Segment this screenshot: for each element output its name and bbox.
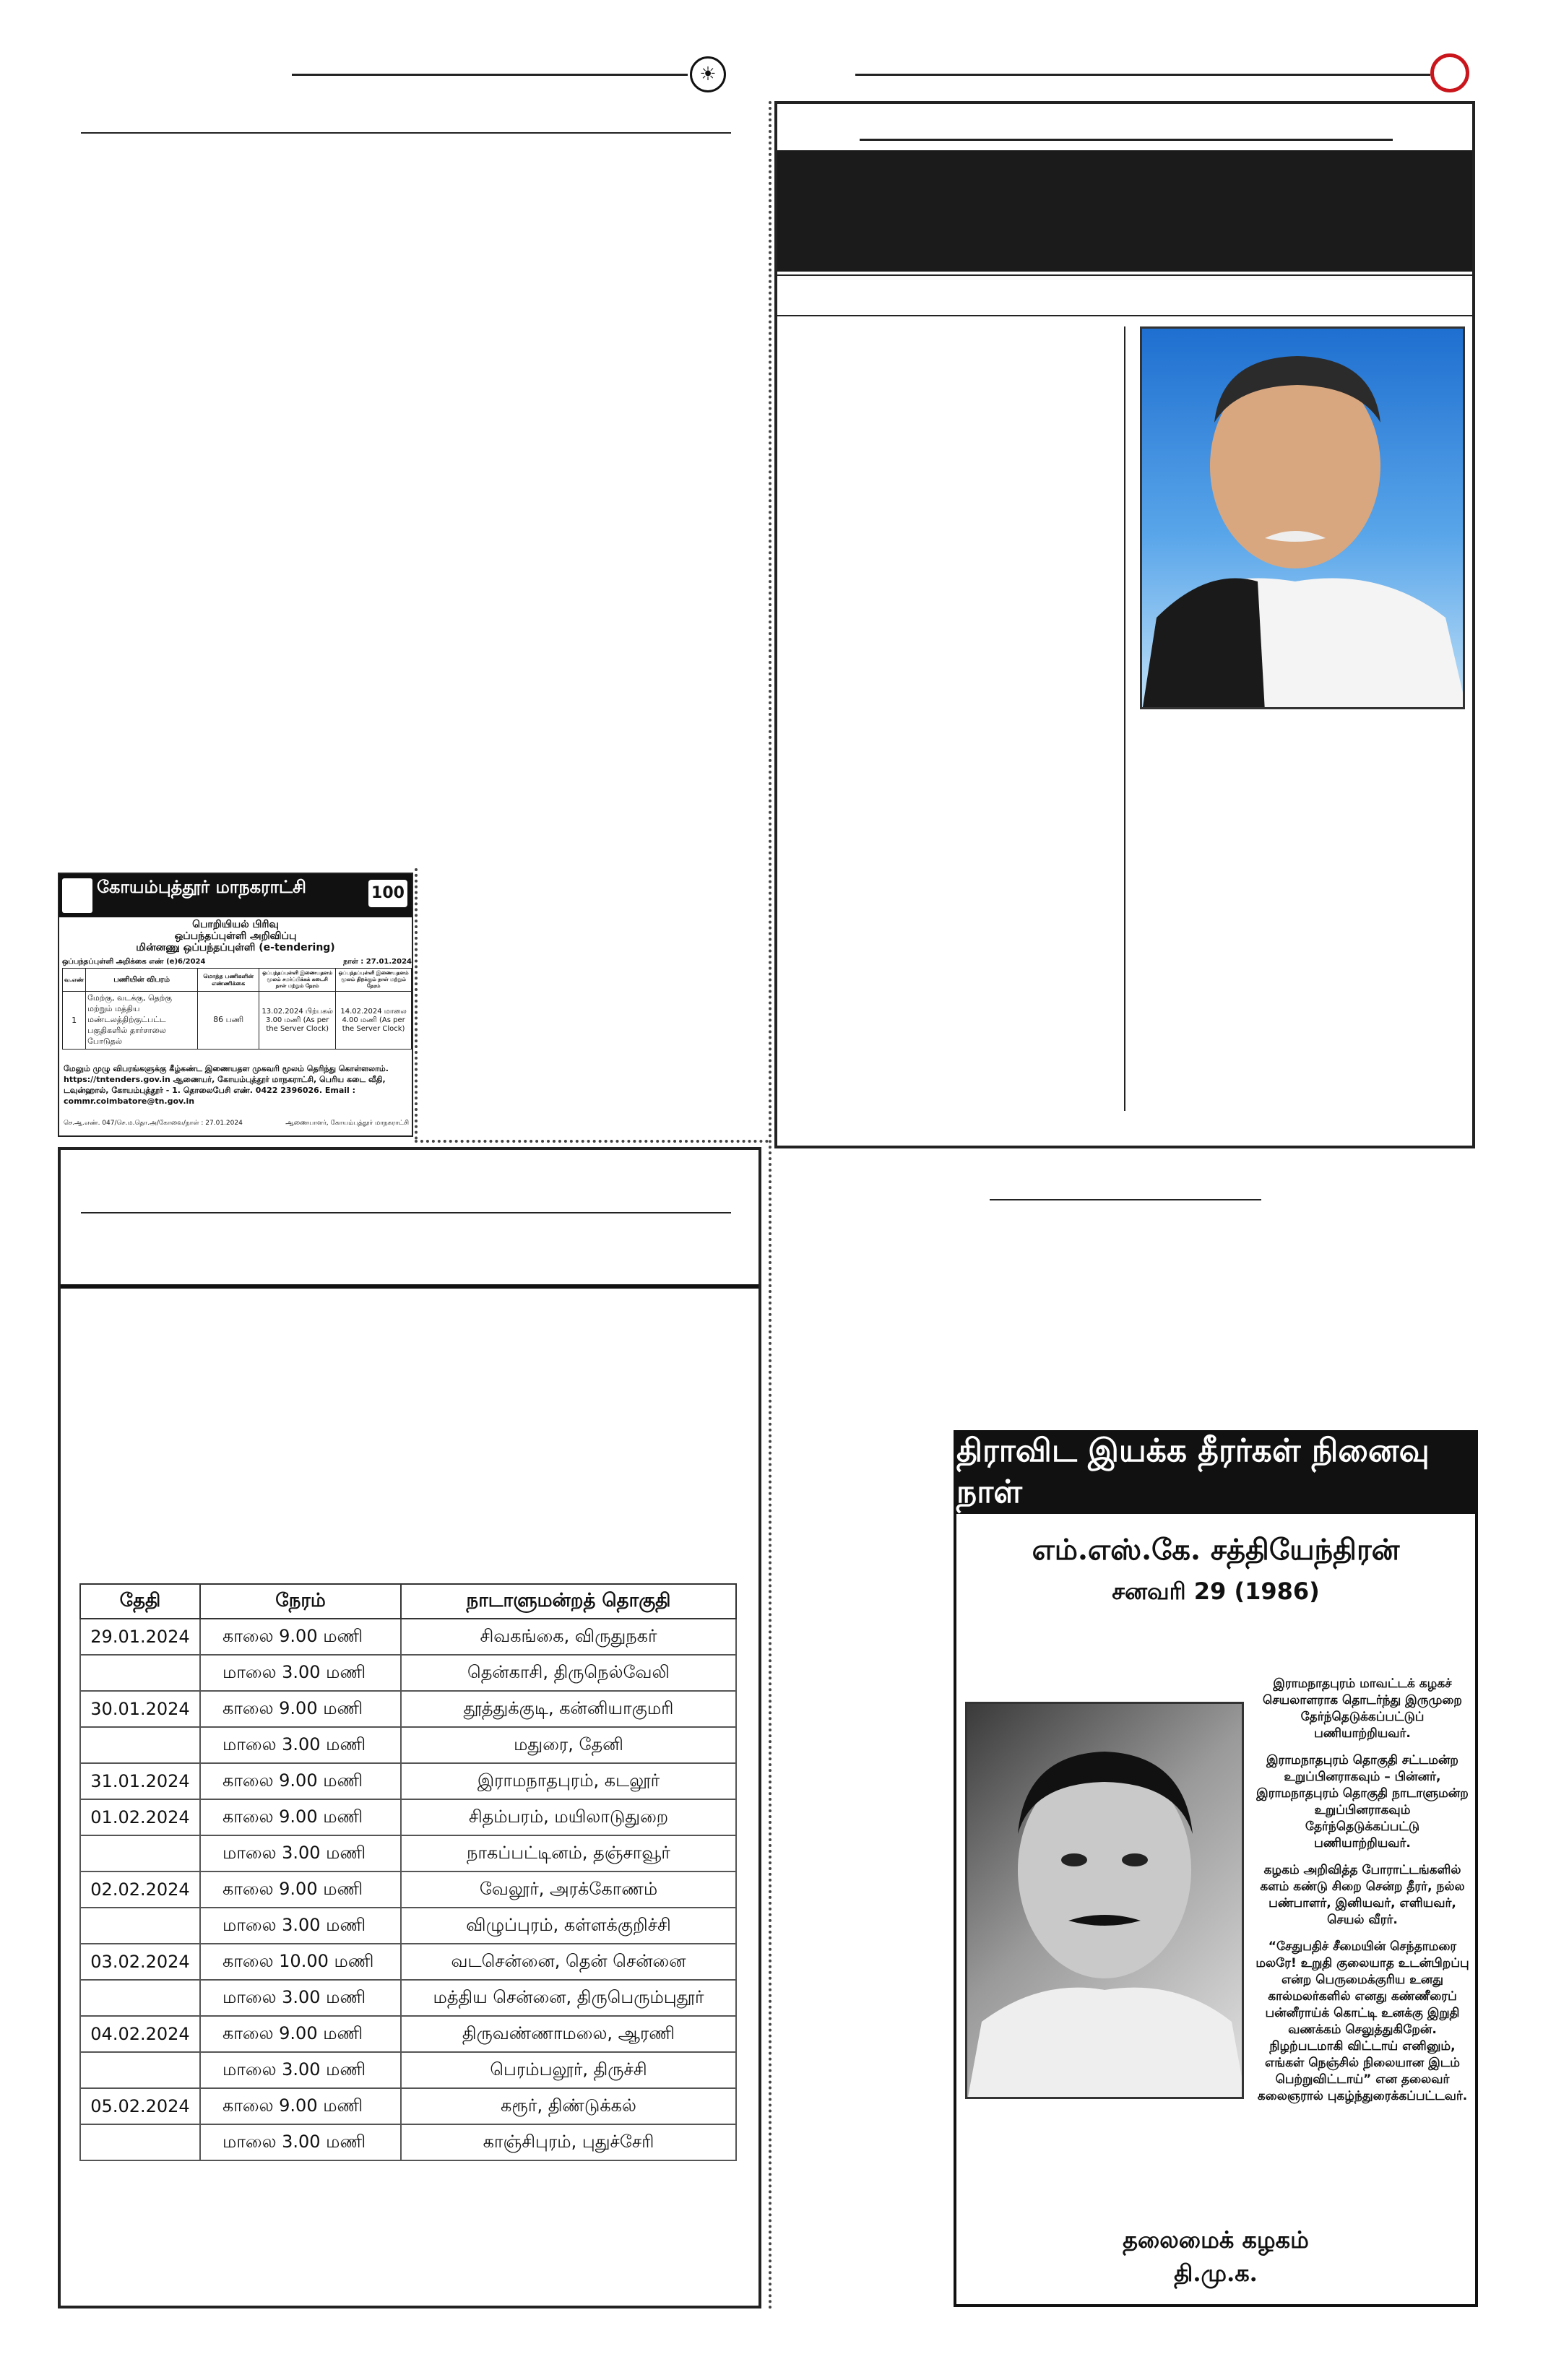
tender-header-cell: மொத்த பணிகளின் எண்ணிக்கை — [198, 969, 259, 992]
tribute-biography — [1255, 1676, 1469, 2115]
schedule-time: காலை 9.00 மணி — [200, 1763, 401, 1799]
table-row — [80, 1727, 736, 1763]
tribute-name: எம்.எஸ்.கே. சத்தியேந்திரன் — [1032, 1533, 1400, 1567]
schedule-time: காலை 9.00 மணி — [200, 1619, 401, 1655]
article-rule — [860, 139, 1393, 141]
table-row — [80, 1908, 736, 1944]
schedule-date: 03.02.2024 — [80, 1944, 200, 1980]
schedule-time: மாலை 3.00 மணி — [200, 2052, 401, 2088]
rising-sun-emblem-icon: ☀ — [690, 56, 726, 92]
schedule-time: மாலை 3.00 மணி — [200, 2124, 401, 2160]
header-rule-left — [292, 74, 688, 76]
schedule-time: காலை 9.00 மணி — [200, 1871, 401, 1908]
schedule-date: 01.02.2024 — [80, 1799, 200, 1835]
table-row — [80, 1871, 736, 1908]
schedule-header-constituency: நாடாளுமன்றத் தொகுதி — [401, 1584, 736, 1619]
schedule-date: 02.02.2024 — [80, 1871, 200, 1908]
tender-notice-date: நாள் : 27.01.2024 — [343, 958, 412, 966]
tender-line-2: ஒப்பந்தப்புள்ளி அறிவிப்பு — [174, 930, 297, 942]
schedule-date — [80, 1655, 200, 1691]
schedule-date — [80, 1727, 200, 1763]
schedule-constituency: பெரம்பலூர், திருச்சி — [401, 2052, 736, 2088]
table-row — [80, 1619, 736, 1655]
schedule-constituency: வேலூர், அரக்கோணம் — [401, 1871, 736, 1908]
tender-subtitle — [59, 919, 412, 953]
tender-footer: மேலும் முழு விபரங்களுக்கு கீழ்கண்ட இணையதள முகவரி மூலம் தெரிந்து கொள்ளலாம். https://tntenders.gov.in ஆணையர், கோயம்புத்தூர் மாநகராட்சி, பெரிய கடை வீதி, டவுன்ஹால், கோயம்புத்தூர் - 1. தொலைபேசி எண். 0422 2396026. Email : commr.coimbatore@tn.gov.in — [64, 1064, 389, 1106]
schedule-constituency: விழுப்புரம், கள்ளக்குறிச்சி — [401, 1908, 736, 1944]
schedule-date — [80, 1835, 200, 1871]
tribute-paragraph: இராமநாதபுரம் தொகுதி சட்டமன்ற உறுப்பினராகவும் – பின்னர், இராமநாதபுரம் தொகுதி நாடாளுமன்ற உறுப்பினராகவும் தேர்ந்தெடுக்கப்பட்டு பணியாற்றியவர். — [1256, 1753, 1469, 1851]
tender-cell: 13.02.2024 பிற்பகல் 3.00 மணி (As per the Server Clock) — [259, 992, 336, 1050]
tender-notice-no: ஒப்பந்தப்புள்ளி அறிக்கை எண் (e)6/2024 — [62, 958, 206, 966]
schedule-date: 29.01.2024 — [80, 1619, 200, 1655]
table-row — [80, 2124, 736, 2160]
column-divider — [769, 101, 772, 2311]
tender-table — [62, 968, 412, 1050]
tribute-heading: திராவிட இயக்க தீரர்கள் நினைவு நாள் — [956, 1433, 1475, 1514]
schedule-constituency: கரூர், திண்டுக்கல் — [401, 2088, 736, 2124]
schedule-time: மாலை 3.00 மணி — [200, 1980, 401, 2016]
schedule-table — [79, 1583, 737, 2161]
tender-line-1: பொறியியல் பிரிவு — [192, 919, 279, 930]
table-row — [80, 1835, 736, 1871]
table-row — [80, 1691, 736, 1727]
ad-divider — [415, 1140, 769, 1143]
schedule-time: மாலை 3.00 மணி — [200, 1908, 401, 1944]
corporation-seal-icon — [62, 878, 92, 913]
schedule-time: மாலை 3.00 மணி — [200, 1835, 401, 1871]
schedule-rule — [81, 1212, 731, 1213]
tribute-date: சனவரி 29 (1986) — [1112, 1578, 1320, 1605]
schedule-constituency: மதுரை, தேனி — [401, 1727, 736, 1763]
schedule-time: மாலை 3.00 மணி — [200, 1727, 401, 1763]
article-column-rule — [1124, 326, 1125, 1111]
schedule-date — [80, 2124, 200, 2160]
schedule-thick-rule — [61, 1284, 758, 1289]
tender-ref: செ.ஆ.எண். 047/செ.ம.தொ.அ/கோவை/நாள் : 27.01.2024 — [64, 1120, 243, 1127]
portrait-photo — [1140, 326, 1465, 709]
schedule-date: 30.01.2024 — [80, 1691, 200, 1727]
table-row — [80, 1799, 736, 1835]
schedule-header-time: நேரம் — [200, 1584, 401, 1619]
centenary-badge: 100 — [368, 880, 407, 907]
tribute-organisation: தலைமைக் கழகம் — [1123, 2226, 1309, 2254]
headline-band — [777, 150, 1472, 272]
schedule-constituency: சிதம்பரம், மயிலாடுதுறை — [401, 1799, 736, 1835]
schedule-constituency: சிவகங்கை, விருதுநகர் — [401, 1619, 736, 1655]
schedule-time: காலை 10.00 மணி — [200, 1944, 401, 1980]
schedule-time: மாலை 3.00 மணி — [200, 1655, 401, 1691]
header-rule-right — [855, 74, 1430, 76]
schedule-constituency: காஞ்சிபுரம், புதுச்சேரி — [401, 2124, 736, 2160]
schedule-constituency: இராமநாதபுரம், கடலூர் — [401, 1763, 736, 1799]
table-row — [80, 2088, 736, 2124]
tender-signatory-org: கோயம்புத்தூர் மாநகராட்சி — [330, 1120, 409, 1127]
tribute-paragraph: “சேதுபதிச் சீமையின் செந்தாமரை மலரே! உறுதி குலையாத உடன்பிறப்பு என்ற பெருமைக்குரிய உனது கால்மலர்களில் எனது கண்ணீரைப் பன்னீராய்க் கொட்டி உனக்கு இறுதி வணக்கம் செலுத்துகிறேன். நிழற்படமாகி விட்டாய் எனினும், எங்கள் நெஞ்சில் நிலையான இடம் பெற்றுவிட்டாய்” என தலைவர் கலைஞரால் புகழ்ந்துரைக்கப்பட்டவர். — [1255, 1939, 1469, 2103]
tender-header-cell: பணியின் விபரம் — [86, 969, 198, 992]
tribute-portrait-photo — [965, 1702, 1244, 2099]
table-row — [80, 1655, 736, 1691]
schedule-time: காலை 9.00 மணி — [200, 1799, 401, 1835]
tender-cell: 86 பணி — [198, 992, 259, 1050]
table-row — [80, 1763, 736, 1799]
schedule-date: 04.02.2024 — [80, 2016, 200, 2052]
tender-cell: 1 — [63, 992, 86, 1050]
schedule-constituency: நாகப்பட்டினம், தஞ்சாவூர் — [401, 1835, 736, 1871]
article-rule-3 — [777, 315, 1472, 316]
tender-cell: மேற்கு, வடக்கு, தெற்கு மற்றும் மத்திய மண்டலத்திற்குட்பட்ட பகுதிகளில் தார்சாலை போடுதல் — [86, 992, 198, 1050]
tender-line-3: மின்னணு ஒப்பந்தப்புள்ளி (e-tendering) — [136, 942, 335, 953]
schedule-date — [80, 1980, 200, 2016]
schedule-date — [80, 2052, 200, 2088]
red-circle-icon — [1430, 53, 1469, 92]
tender-header-cell: வ.எண் — [63, 969, 86, 992]
lower-right-rule — [990, 1199, 1261, 1200]
schedule-time: காலை 9.00 மணி — [200, 2088, 401, 2124]
tender-advertisement — [58, 873, 413, 1137]
schedule-time: காலை 9.00 மணி — [200, 2016, 401, 2052]
tender-meta — [62, 958, 412, 966]
tender-title: கோயம்புத்தூர் மாநகராட்சி — [97, 877, 306, 897]
table-row — [80, 1980, 736, 2016]
tribute-paragraph: கழகம் அறிவித்த போராட்டங்களில் களம் கண்டு சிறை சென்ற தீரர், நல்ல பண்பாளர், இனியவர், எளியவர், செயல் வீரர். — [1260, 1863, 1465, 1927]
table-row — [80, 2052, 736, 2088]
tender-header-cell: ஒப்பந்தப்புள்ளி இணையதளம் மூலம் திறக்கும் நாள் மற்றும் நேரம் — [336, 969, 412, 992]
table-row — [80, 1944, 736, 1980]
left-column-rule — [81, 132, 731, 134]
schedule-constituency: மத்திய சென்னை, திருபெரும்புதூர் — [401, 1980, 736, 2016]
tender-signatory — [285, 1120, 409, 1128]
schedule-constituency: திருவண்ணாமலை, ஆரணி — [401, 2016, 736, 2052]
schedule-date: 31.01.2024 — [80, 1763, 200, 1799]
schedule-constituency: தென்காசி, திருநெல்வேலி — [401, 1655, 736, 1691]
schedule-constituency: வடசென்னை, தென் சென்னை — [401, 1944, 736, 1980]
table-row — [80, 2016, 736, 2052]
tender-header-cell: ஒப்பந்தப்புள்ளி இணையதளம் மூலம் சமர்ப்பிக்கக் கடைசி நாள் மற்றும் நேரம் — [259, 969, 336, 992]
schedule-constituency: தூத்துக்குடி, கன்னியாகுமரி — [401, 1691, 736, 1727]
tribute-paragraph: இராமநாதபுரம் மாவட்டக் கழகச் செயலாளராக தொடர்ந்து இருமுறை தேர்ந்தெடுக்கப்பட்டுப் பணியாற்றியவர். — [1262, 1676, 1462, 1741]
tender-signature — [64, 1120, 409, 1128]
article-rule-2 — [777, 274, 1472, 276]
schedule-date: 05.02.2024 — [80, 2088, 200, 2124]
tender-header — [59, 874, 412, 917]
tender-signatory-title: ஆணையாளர், — [285, 1120, 329, 1127]
schedule-header-date: தேதி — [80, 1584, 200, 1619]
schedule-date — [80, 1908, 200, 1944]
schedule-time: காலை 9.00 மணி — [200, 1691, 401, 1727]
tribute-party: தி.மு.க. — [1174, 2259, 1258, 2287]
ad-divider-vertical — [415, 868, 418, 1140]
tender-cell: 14.02.2024 மாலை 4.00 மணி (As per the Server Clock) — [336, 992, 412, 1050]
